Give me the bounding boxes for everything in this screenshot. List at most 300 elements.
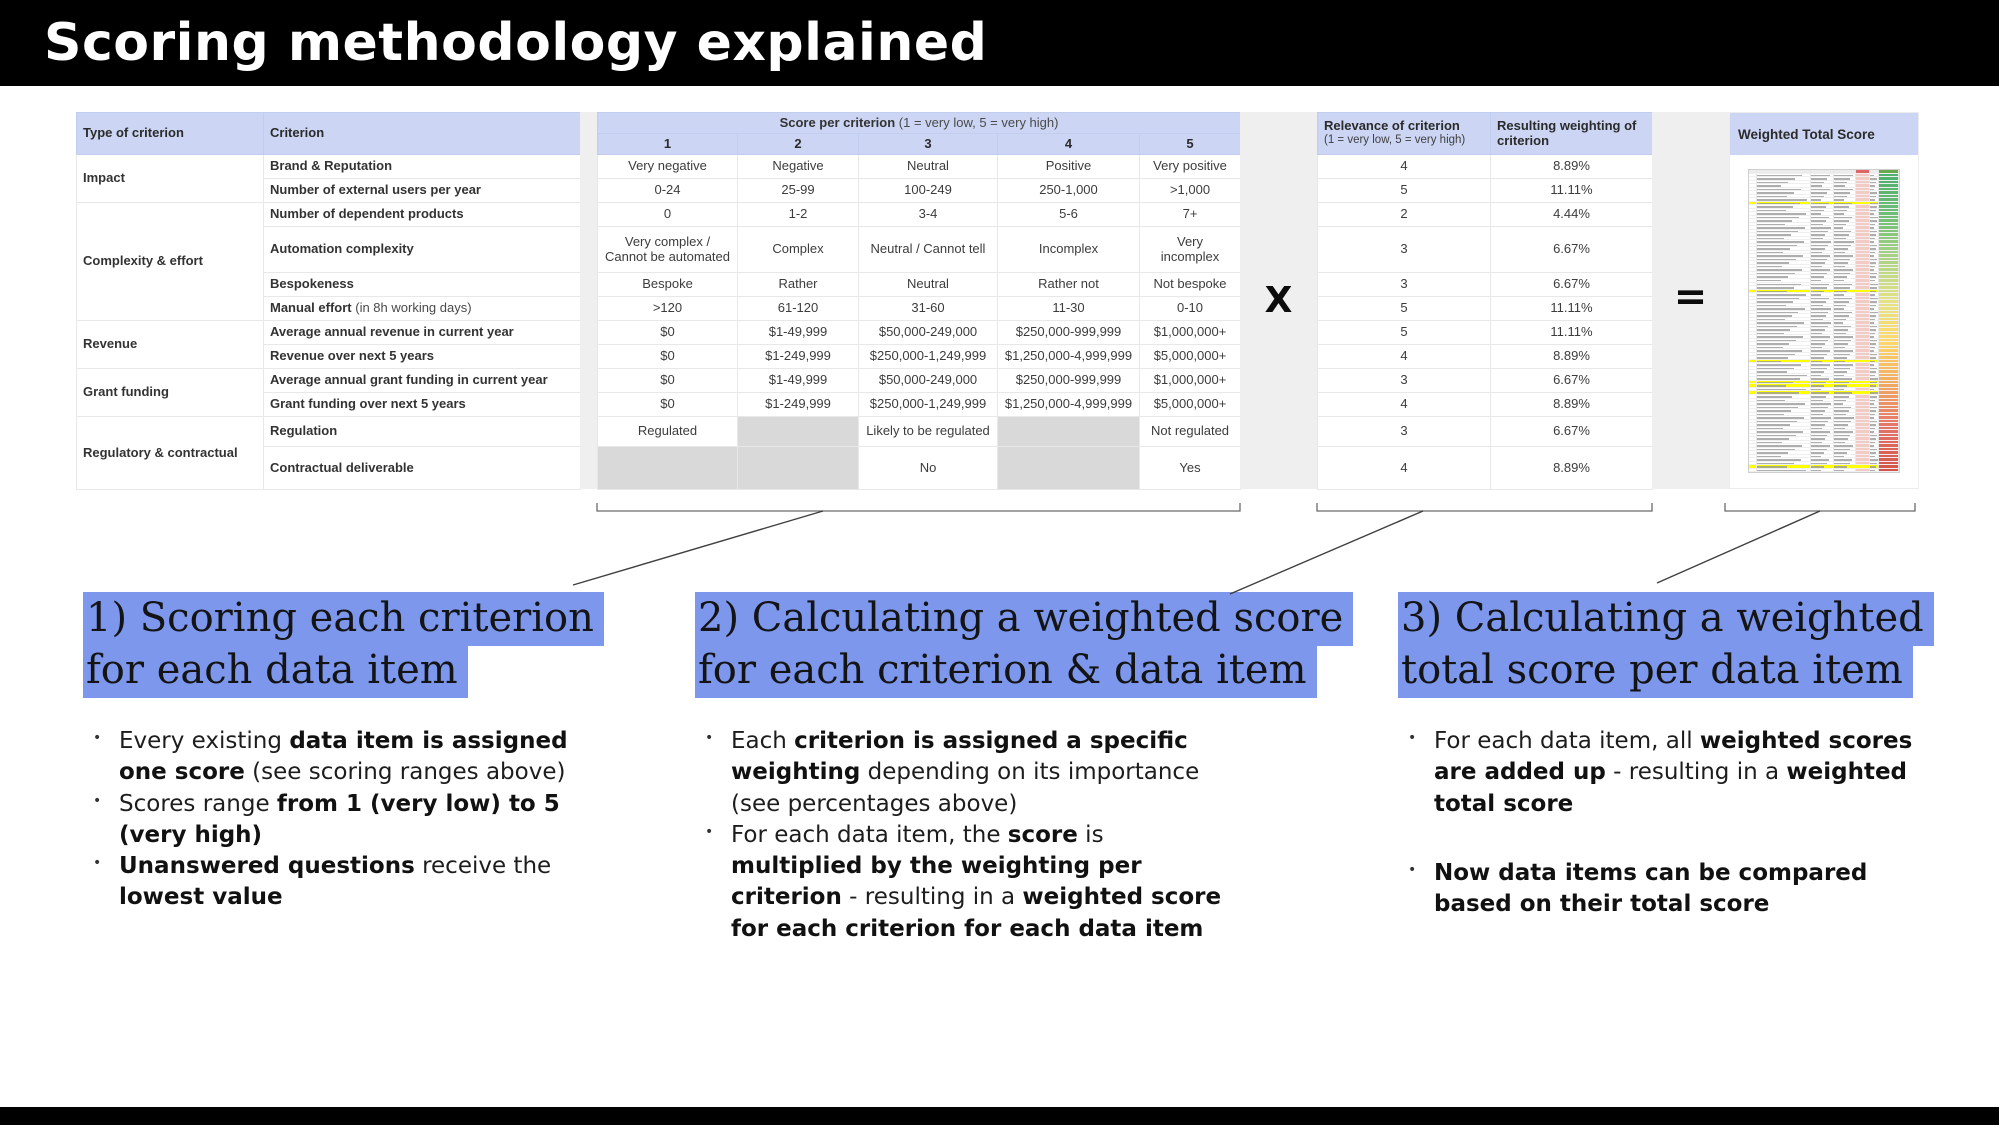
- thumb-cell: [1870, 233, 1880, 236]
- score-cell: $0: [598, 321, 738, 345]
- thumb-cell: [1811, 427, 1833, 430]
- score-cell: 0-24: [598, 179, 738, 203]
- thumb-cell: [1834, 448, 1856, 451]
- thumb-cell: [1811, 174, 1833, 177]
- thumb-cell: [1856, 311, 1870, 314]
- thumb-cell: [1834, 184, 1856, 187]
- thumb-cell: [1749, 230, 1757, 233]
- thumb-cell: [1879, 427, 1899, 430]
- thumb-cell: [1749, 462, 1757, 465]
- thumb-cell: [1834, 395, 1856, 398]
- score-cell: 61-120: [738, 297, 859, 321]
- thumb-cell: [1856, 321, 1870, 324]
- thumb-cell: [1856, 279, 1870, 282]
- thumb-cell: [1856, 198, 1870, 201]
- thumb-cell: [1749, 318, 1757, 321]
- thumb-cell: [1749, 223, 1757, 226]
- thumb-cell: [1749, 353, 1757, 356]
- thumb-cell: [1749, 314, 1757, 317]
- thumb-cell: [1811, 434, 1833, 437]
- thumb-cell: [1879, 458, 1899, 461]
- thumb-cell: [1757, 191, 1811, 194]
- thumb-cell: [1757, 370, 1811, 373]
- score-cell: 250-1,000: [998, 179, 1140, 203]
- thumb-cell: [1834, 434, 1856, 437]
- thumb-cell: [1879, 205, 1899, 208]
- score-cell: $50,000-249,000: [859, 321, 998, 345]
- thumb-cell: [1834, 318, 1856, 321]
- thumb-cell: [1879, 261, 1899, 264]
- thumb-cell: [1749, 349, 1757, 352]
- thumb-cell: [1879, 377, 1899, 380]
- criterion-cell: Brand & Reputation: [264, 155, 581, 179]
- bullet-list: [1398, 726, 1918, 920]
- thumb-cell: [1879, 181, 1899, 184]
- criterion-cell: Automation complexity: [264, 227, 581, 273]
- thumb-cell: [1879, 399, 1899, 402]
- thumb-cell: [1811, 395, 1833, 398]
- bullet-item: • For each data item, all weighted scores are added up - resulting in a weighted total score: [1398, 726, 1918, 820]
- thumb-cell: [1749, 170, 1757, 173]
- thumb-cell: [1757, 297, 1811, 300]
- thumb-cell: [1811, 195, 1833, 198]
- weighting-cell: 8.89%: [1491, 447, 1653, 490]
- thumb-cell: [1856, 406, 1870, 409]
- thumb-cell: [1879, 170, 1899, 173]
- criterion-cell: Contractual deliverable: [264, 447, 581, 490]
- thumb-cell: [1879, 307, 1899, 310]
- score-table: [597, 112, 1241, 490]
- score-cell: Rather: [738, 273, 859, 297]
- thumb-cell: [1749, 427, 1757, 430]
- thumb-cell: [1757, 233, 1811, 236]
- thumb-cell: [1811, 226, 1833, 229]
- thumb-cell: [1757, 304, 1811, 307]
- thumb-cell: [1811, 342, 1833, 345]
- thumb-cell: [1870, 290, 1880, 293]
- score-cell: $1,000,000+: [1140, 321, 1241, 345]
- heading-highlight: total score per data item: [1398, 644, 1913, 698]
- thumb-cell: [1870, 448, 1880, 451]
- score-cell: Yes: [1140, 447, 1241, 490]
- thumb-cell: [1757, 205, 1811, 208]
- score-cell: Negative: [738, 155, 859, 179]
- thumb-cell: [1834, 170, 1856, 173]
- thumb-cell: [1811, 261, 1833, 264]
- thumb-cell: [1749, 391, 1757, 394]
- thumb-cell: [1879, 191, 1899, 194]
- thumb-cell: [1879, 430, 1899, 433]
- thumb-cell: [1757, 448, 1811, 451]
- thumb-cell: [1757, 342, 1811, 345]
- weighting-cell: 6.67%: [1491, 227, 1653, 273]
- column-header: Criterion: [264, 113, 581, 155]
- thumb-cell: [1757, 430, 1811, 433]
- thumb-cell: [1834, 377, 1856, 380]
- criterion-type-cell: Revenue: [77, 321, 264, 369]
- thumb-cell: [1834, 230, 1856, 233]
- thumb-cell: [1870, 423, 1880, 426]
- score-cell: $1,250,000-4,999,999: [998, 393, 1140, 417]
- slide-title-bar: [0, 0, 1999, 86]
- score-cell: $250,000-1,249,999: [859, 393, 998, 417]
- thumb-cell: [1757, 441, 1811, 444]
- thumb-cell: [1834, 427, 1856, 430]
- thumb-cell: [1749, 434, 1757, 437]
- column-header: Type of criterion: [77, 113, 264, 155]
- thumb-cell: [1749, 265, 1757, 268]
- thumb-cell: [1834, 311, 1856, 314]
- thumb-cell: [1870, 399, 1880, 402]
- thumb-cell: [1834, 314, 1856, 317]
- thumb-cell: [1870, 409, 1880, 412]
- thumb-cell: [1757, 286, 1811, 289]
- thumb-cell: [1834, 321, 1856, 324]
- thumb-cell: [1856, 423, 1870, 426]
- thumb-cell: [1870, 272, 1880, 275]
- score-cell: $250,000-999,999: [998, 321, 1140, 345]
- thumb-cell: [1757, 181, 1811, 184]
- thumb-cell: [1856, 434, 1870, 437]
- thumb-cell: [1856, 226, 1870, 229]
- thumb-cell: [1757, 391, 1811, 394]
- thumb-cell: [1757, 272, 1811, 275]
- thumb-cell: [1749, 342, 1757, 345]
- thumb-cell: [1749, 367, 1757, 370]
- thumb-cell: [1811, 416, 1833, 419]
- thumb-cell: [1811, 244, 1833, 247]
- relevance-cell: 4: [1318, 155, 1491, 179]
- thumb-cell: [1870, 226, 1880, 229]
- thumb-cell: [1757, 360, 1811, 363]
- thumb-cell: [1856, 444, 1870, 447]
- thumb-cell: [1879, 258, 1899, 261]
- thumb-cell: [1757, 195, 1811, 198]
- thumb-cell: [1856, 391, 1870, 394]
- thumb-cell: [1757, 328, 1811, 331]
- thumb-cell: [1749, 297, 1757, 300]
- thumb-cell: [1811, 300, 1833, 303]
- thumb-cell: [1834, 416, 1856, 419]
- thumb-cell: [1834, 342, 1856, 345]
- thumb-cell: [1811, 318, 1833, 321]
- thumb-cell: [1834, 356, 1856, 359]
- thumb-cell: [1856, 202, 1870, 205]
- thumb-cell: [1749, 465, 1757, 468]
- weighting-cell: 4.44%: [1491, 203, 1653, 227]
- thumb-cell: [1856, 230, 1870, 233]
- thumb-cell: [1749, 261, 1757, 264]
- thumb-cell: [1870, 254, 1880, 257]
- thumb-cell: [1757, 198, 1811, 201]
- thumb-cell: [1879, 402, 1899, 405]
- thumb-cell: [1757, 416, 1811, 419]
- thumb-cell: [1749, 293, 1757, 296]
- score-cell: No: [859, 447, 998, 490]
- thumb-cell: [1879, 202, 1899, 205]
- thumb-cell: [1749, 184, 1757, 187]
- thumb-cell: [1856, 254, 1870, 257]
- thumb-cell: [1749, 212, 1757, 215]
- thumb-cell: [1811, 381, 1833, 384]
- relevance-cell: 5: [1318, 297, 1491, 321]
- thumb-cell: [1811, 275, 1833, 278]
- thumb-cell: [1834, 413, 1856, 416]
- criteria-table: [76, 112, 581, 490]
- thumb-cell: [1879, 451, 1899, 454]
- thumb-cell: [1749, 399, 1757, 402]
- thumb-cell: [1749, 244, 1757, 247]
- thumb-cell: [1870, 247, 1880, 250]
- thumb-cell: [1870, 184, 1880, 187]
- thumb-cell: [1811, 367, 1833, 370]
- thumb-cell: [1757, 314, 1811, 317]
- thumb-cell: [1870, 216, 1880, 219]
- thumb-cell: [1870, 388, 1880, 391]
- thumb-cell: [1834, 465, 1856, 468]
- thumb-cell: [1879, 332, 1899, 335]
- thumb-cell: [1811, 170, 1833, 173]
- score-cell: $5,000,000+: [1140, 393, 1241, 417]
- thumb-cell: [1879, 254, 1899, 257]
- thumb-cell: [1879, 290, 1899, 293]
- thumb-cell: [1870, 444, 1880, 447]
- thumb-cell: [1870, 332, 1880, 335]
- thumb-cell: [1834, 335, 1856, 338]
- thumb-cell: [1757, 469, 1811, 472]
- section-weighted-score: [695, 592, 1415, 945]
- thumb-cell: [1749, 307, 1757, 310]
- thumb-cell: [1811, 283, 1833, 286]
- thumb-cell: [1811, 304, 1833, 307]
- thumb-cell: [1834, 346, 1856, 349]
- score-column-header: 3: [859, 134, 998, 155]
- thumb-cell: [1870, 427, 1880, 430]
- thumb-cell: [1811, 363, 1833, 366]
- score-cell: $1-49,999: [738, 321, 859, 345]
- weighting-header: Resulting weighting of criterion: [1491, 113, 1653, 155]
- thumb-cell: [1856, 325, 1870, 328]
- thumb-cell: [1757, 283, 1811, 286]
- thumb-cell: [1749, 191, 1757, 194]
- thumb-cell: [1834, 272, 1856, 275]
- thumb-cell: [1757, 444, 1811, 447]
- thumb-cell: [1757, 451, 1811, 454]
- thumb-cell: [1834, 283, 1856, 286]
- thumb-cell: [1856, 174, 1870, 177]
- thumb-cell: [1856, 339, 1870, 342]
- thumb-cell: [1870, 451, 1880, 454]
- thumb-cell: [1856, 314, 1870, 317]
- weighting-cell: 11.11%: [1491, 297, 1653, 321]
- thumb-cell: [1870, 258, 1880, 261]
- thumb-cell: [1749, 216, 1757, 219]
- thumb-cell: [1749, 377, 1757, 380]
- thumb-cell: [1757, 335, 1811, 338]
- score-column-header: 4: [998, 134, 1140, 155]
- thumb-cell: [1811, 451, 1833, 454]
- criterion-cell: Number of dependent products: [264, 203, 581, 227]
- bullet-list: [83, 726, 583, 914]
- thumb-cell: [1870, 304, 1880, 307]
- relevance-cell: 3: [1318, 227, 1491, 273]
- thumb-cell: [1749, 254, 1757, 257]
- thumb-cell: [1856, 212, 1870, 215]
- thumb-cell: [1856, 367, 1870, 370]
- thumb-cell: [1811, 455, 1833, 458]
- thumb-cell: [1749, 441, 1757, 444]
- thumb-cell: [1870, 462, 1880, 465]
- relevance-cell: 3: [1318, 369, 1491, 393]
- thumb-cell: [1834, 202, 1856, 205]
- relevance-cell: 5: [1318, 179, 1491, 203]
- thumb-cell: [1757, 465, 1811, 468]
- thumb-cell: [1834, 268, 1856, 271]
- thumb-cell: [1749, 423, 1757, 426]
- score-cell: $0: [598, 369, 738, 393]
- thumb-cell: [1757, 395, 1811, 398]
- thumb-cell: [1757, 353, 1811, 356]
- thumb-cell: [1749, 332, 1757, 335]
- thumb-cell: [1834, 265, 1856, 268]
- thumb-cell: [1811, 258, 1833, 261]
- score-cell: 5-6: [998, 203, 1140, 227]
- thumb-cell: [1870, 188, 1880, 191]
- thumb-cell: [1856, 363, 1870, 366]
- thumb-cell: [1757, 402, 1811, 405]
- criterion-cell: Number of external users per year: [264, 179, 581, 203]
- thumb-cell: [1834, 469, 1856, 472]
- bullet-item: • For each data item, the score is multiplied by the weighting per criterion - resulting in a weighted score for each criterion for each data item: [695, 820, 1225, 945]
- bottom-frame-bar: [0, 1107, 1999, 1125]
- thumb-cell: [1749, 311, 1757, 314]
- thumb-cell: [1879, 423, 1899, 426]
- heading-highlight: 3) Calculating a weighted: [1398, 592, 1934, 646]
- thumb-cell: [1749, 177, 1757, 180]
- thumb-cell: [1757, 265, 1811, 268]
- thumb-cell: [1749, 356, 1757, 359]
- thumb-cell: [1749, 448, 1757, 451]
- thumb-cell: [1757, 339, 1811, 342]
- weighting-cell: 11.11%: [1491, 179, 1653, 203]
- section-heading: [1398, 592, 1958, 696]
- thumb-cell: [1834, 258, 1856, 261]
- thumb-row: [1749, 469, 1899, 473]
- thumb-cell: [1749, 233, 1757, 236]
- thumb-cell: [1749, 360, 1757, 363]
- thumb-cell: [1870, 434, 1880, 437]
- thumb-cell: [1870, 268, 1880, 271]
- thumb-cell: [1879, 240, 1899, 243]
- thumb-cell: [1834, 300, 1856, 303]
- thumb-cell: [1757, 230, 1811, 233]
- thumb-cell: [1757, 209, 1811, 212]
- thumb-cell: [1856, 268, 1870, 271]
- score-cell: 31-60: [859, 297, 998, 321]
- thumb-cell: [1879, 374, 1899, 377]
- section-scoring: [83, 592, 643, 914]
- thumb-cell: [1749, 325, 1757, 328]
- score-cell: $1-249,999: [738, 345, 859, 369]
- thumb-cell: [1834, 437, 1856, 440]
- thumb-cell: [1856, 332, 1870, 335]
- weighting-cell: 6.67%: [1491, 417, 1653, 447]
- thumb-cell: [1879, 216, 1899, 219]
- thumb-cell: [1856, 304, 1870, 307]
- thumb-cell: [1834, 458, 1856, 461]
- thumb-cell: [1757, 325, 1811, 328]
- weighting-cell: 8.89%: [1491, 155, 1653, 179]
- thumb-cell: [1879, 360, 1899, 363]
- thumb-cell: [1834, 349, 1856, 352]
- thumb-cell: [1856, 181, 1870, 184]
- score-cell: Not regulated: [1140, 417, 1241, 447]
- thumb-cell: [1834, 233, 1856, 236]
- thumb-cell: [1749, 188, 1757, 191]
- thumb-cell: [1834, 216, 1856, 219]
- thumb-cell: [1879, 304, 1899, 307]
- score-column-header: 2: [738, 134, 859, 155]
- score-cell: Very negative: [598, 155, 738, 179]
- thumb-cell: [1834, 297, 1856, 300]
- thumb-cell: [1870, 381, 1880, 384]
- thumb-cell: [1870, 244, 1880, 247]
- thumb-cell: [1749, 328, 1757, 331]
- thumb-cell: [1749, 279, 1757, 282]
- thumb-cell: [1879, 286, 1899, 289]
- relevance-cell: 3: [1318, 417, 1491, 447]
- thumb-cell: [1749, 409, 1757, 412]
- thumb-cell: [1749, 339, 1757, 342]
- thumb-cell: [1834, 209, 1856, 212]
- thumb-cell: [1870, 395, 1880, 398]
- thumb-cell: [1834, 286, 1856, 289]
- thumb-cell: [1870, 360, 1880, 363]
- thumb-cell: [1856, 184, 1870, 187]
- thumb-cell: [1870, 353, 1880, 356]
- thumb-cell: [1879, 325, 1899, 328]
- thumb-cell: [1879, 349, 1899, 352]
- score-cell: [738, 447, 859, 490]
- thumb-cell: [1749, 346, 1757, 349]
- thumb-cell: [1749, 381, 1757, 384]
- thumb-cell: [1879, 437, 1899, 440]
- thumb-cell: [1856, 420, 1870, 423]
- thumb-cell: [1879, 346, 1899, 349]
- thumb-cell: [1870, 307, 1880, 310]
- thumb-cell: [1870, 469, 1880, 472]
- thumb-cell: [1879, 230, 1899, 233]
- thumb-cell: [1870, 202, 1880, 205]
- thumb-cell: [1856, 469, 1870, 472]
- score-cell: 25-99: [738, 179, 859, 203]
- thumb-cell: [1856, 318, 1870, 321]
- thumb-cell: [1749, 384, 1757, 387]
- thumb-cell: [1811, 209, 1833, 212]
- thumb-cell: [1749, 413, 1757, 416]
- thumb-cell: [1757, 184, 1811, 187]
- thumb-cell: [1870, 283, 1880, 286]
- thumb-cell: [1856, 388, 1870, 391]
- thumb-cell: [1834, 444, 1856, 447]
- section-weighted-total: [1398, 592, 1958, 920]
- thumb-cell: [1757, 261, 1811, 264]
- thumb-cell: [1834, 195, 1856, 198]
- thumb-cell: [1856, 219, 1870, 222]
- thumb-cell: [1856, 448, 1870, 451]
- thumb-cell: [1870, 191, 1880, 194]
- thumb-cell: [1811, 328, 1833, 331]
